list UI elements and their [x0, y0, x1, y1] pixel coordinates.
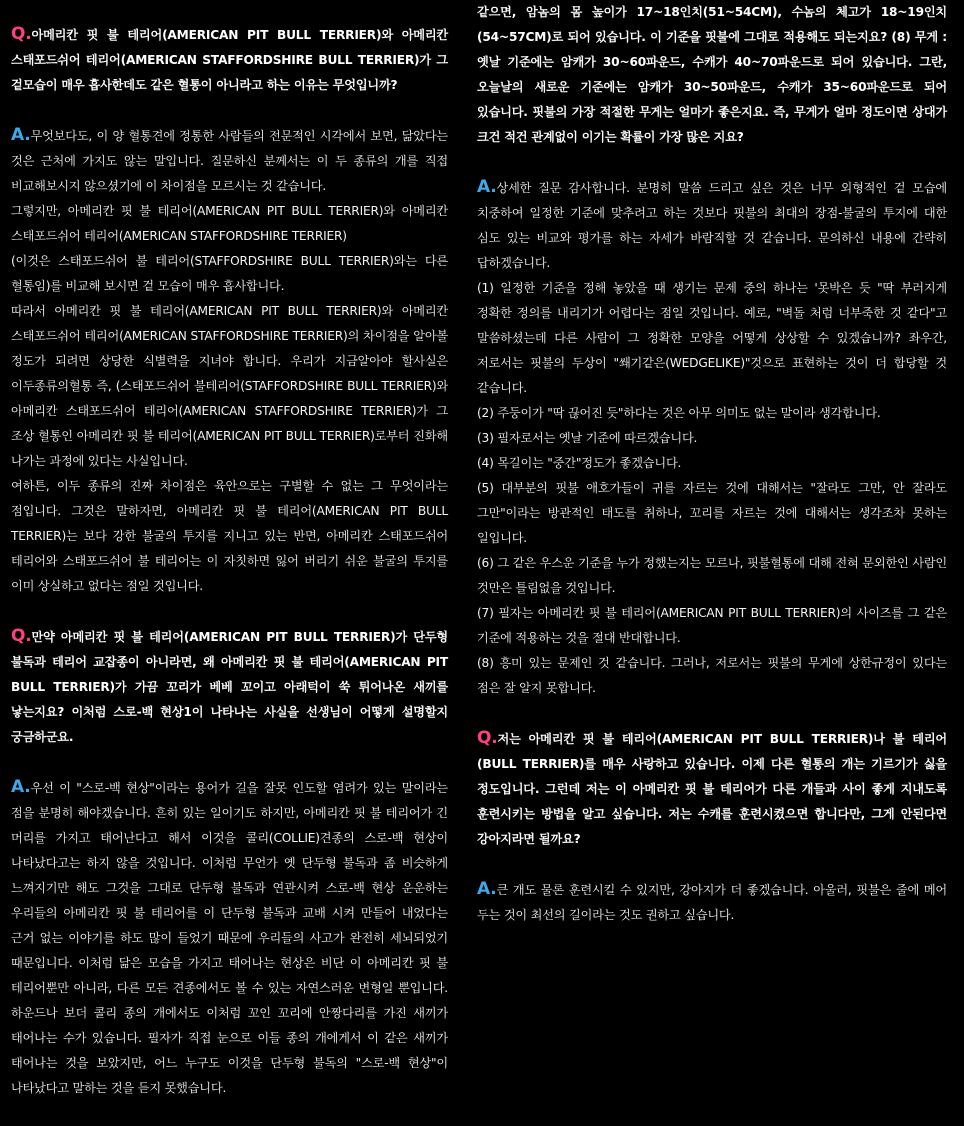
question-paragraph [11, 22, 448, 98]
answer-text: 우선 이 "스로-백 현상"이라는 용어가 길을 잘못 인도할 염려가 있는 말이라는 점을 분명히 해야겠습니다. 흔히 있는 일이기도 하지만, 아메리칸 핏 불 테리어가 긴 머리를 가지고 태어난다고 해서 이것을 콜리(COLLIE)견종의 스로-백 현상이 나타났다고는 하지 않을 것입니다. 이처럼 무언가 옛 단두형 불독과 좀 비슷하게 느껴지기만 해도 그것을 그대로 단두형 불독과 연관시켜 스로-백 현상 운운하는 우리들의 아메리칸 핏 불 테리어를 이 단두형 불독과 교배 시켜 만들어 내었다는 근거 없는 이야기를 하도 많이 들었기 때문에 우리들의 사고가 완전히 세뇌되었기 때문입니다. 이처럼 닮은 모습을 가지고 태어나는 현상은 비단 이 아메리칸 핏 불 테리어뿐만 아니라, 다른 모든 견종에서도 볼 수 있는 자연스러운 변형일 뿐입니다. 하운드나 보더 콜리 종의 개에서도 이처럼 꼬인 꼬리에 안짱다리를 가진 새끼가 태어나는 수가 있습니다. 필자가 직접 눈으로 이들 종의 개에게서 이 같은 새끼가 태어나는 것을 보았지만, 어느 누구도 이것을 단두형 불독의 "스로-백 현상"이 나타났다고 말하는 것을 듣지 못했습니다. [11, 781, 448, 1095]
question-text: 아메리칸 핏 불 테리어(AMERICAN PIT BULL TERRIER)와 아메리칸 스태포드쉬어 테리어(AMERICAN STAFFORDSHIRE BULL TERRIER)가 그 겉모습이 매우 흡사한데도 같은 혈통이 아니라고 하는 이유는 무엇입니까? [11, 28, 448, 92]
answer-paragraph [477, 175, 947, 276]
question-text: 만약 아메리칸 핏 불 테리어(AMERICAN PIT BULL TERRIER)가 단두형 불독과 테리어 교잡종이 아니라면, 왜 아메리칸 핏 불 테리어(AMERICAN PIT BULL TERRIER)가 가끔 꼬리가 베베 꼬이고 아래턱이 쑥 튀어나온 새끼를 낳는지요? 이처럼 스로-백 현상1이 나타나는 사실을 선생님이 어떻게 설명할지 궁금하군요. [11, 630, 448, 744]
answer-paragraph [477, 877, 947, 928]
answer-paragraph: (이것은 스태포드쉬어 불 테리어(STAFFORDSHIRE BULL TERRIER)와는 다른 혈통임)를 비교해 보시면 겉 모습이 매우 흡사합니다. [11, 254, 448, 293]
answer-item: (1) 일정한 기준을 정해 놓았을 때 생기는 문제 중의 하나는 '못박은 듯 "딱 부러지게 정확한 정의를 내리기가 어렵다는 점일 것입니다. 예로, "벽돌 처럼 너부죽한 것 같다"고 말씀하셨는데 다른 사람이 그 정확한 모양을 어떻게 상상할 수 있겠습니까? 좌우간, 저로서는 핏불의 두상이 "쐐기같은(WEDGELIKE)"것으로 표현하는 것이 더 합당할 것 같습니다. [477, 281, 947, 395]
left-column [11, 0, 448, 1126]
answer-text: 무엇보다도, 이 양 혈통견에 정통한 사람들의 전문적인 시각에서 보면, 닮았다는 것은 근처에 가지도 않는 말입니다. 질문하신 분께서는 이 두 종류의 개를 직접 비교해보시지 않으셨기에 이 차이점을 모르시는 것 같습니다. [11, 129, 448, 193]
answer-marker: A. [11, 777, 31, 797]
question-block [11, 22, 448, 98]
answer-block [477, 877, 947, 928]
question-paragraph [11, 624, 448, 750]
answer-item: (4) 목길이는 "중간"정도가 좋겠습니다. [477, 456, 682, 470]
question-marker: Q. [11, 626, 32, 646]
answer-marker: A. [477, 879, 497, 899]
answer-item: (5) 대부분의 핏불 애호가들이 귀를 자르는 것에 대해서는 "잘라도 그만, 안 잘라도 그만"이라는 방관적인 태도를 취하나, 꼬리를 자르는 것에 대해서는 생각조차 못하는 일입니다. [477, 481, 947, 545]
answer-text: 상세한 질문 감사합니다. 분명히 말씀 드리고 싶은 것은 너무 외형적인 겉 모습에 치중하여 일정한 기준에 맞추려고 하는 것보다 핏불의 최대의 장점-불굴의 투지에 대한 심도 있는 비교와 평가를 하는 자세가 바람직할 것 같습니다. 문의하신 내용에 간략히 답하겠습니다. [477, 181, 947, 270]
answer-paragraph: 그렇지만, 아메리칸 핏 불 테리어(AMERICAN PIT BULL TERRIER)와 아메리칸 스태포드쉬어 테리어(AMERICAN STAFFORDSHIRE TERRIER) [11, 204, 448, 243]
question-marker: Q. [11, 24, 32, 44]
answer-paragraph [11, 123, 448, 199]
answer-paragraph: 따라서 아메리칸 핏 불 테리어(AMERICAN PIT BULL TERRIER)와 아메리칸 스태포드쉬어 테리어(AMERICAN STAFFORDSHIRE TERRIER)의 차이점을 알아볼 정도가 되려면 상당한 식별력을 지녀야 합니다. 우리가 지금알아야 할사실은 이두종류의혈통 즉, (스태포드쉬어 불테리어(STAFFORDSHIRE BULL TERRIER)와 아메리칸 스태포드쉬어 테리어(AMERICAN STAFFORDSHIRE TERRIER)가 그 조상 혈통인 아메리칸 핏 불 테리어(AMERICAN PIT BULL TERRIER)로부터 진화해 나가는 과정에 있다는 사실입니다. [11, 304, 448, 468]
answer-block [477, 175, 947, 701]
answer-paragraph [11, 775, 448, 1101]
answer-marker: A. [11, 125, 31, 145]
question-continuation-block [477, 0, 947, 150]
question-paragraph [477, 726, 947, 852]
question-text: 저는 아메리칸 핏 불 테리어(AMERICAN PIT BULL TERRIER)나 불 테리어(BULL TERRIER)를 매우 사랑하고 있습니다. 이제 다른 혈통의 개는 기르기가 싫을 정도입니다. 그런데 저는 이 아메리칸 핏 불 테리어가 다른 개들과 사이 좋게 지내도록 훈련시키는 방법을 알고 싶습니다. 저는 수캐를 훈련시켰으면 합니다만, 그게 안된다면 강아지라면 될까요? [477, 732, 947, 846]
question-block [477, 726, 947, 852]
question-block [11, 624, 448, 750]
question-marker: Q. [477, 728, 498, 748]
answer-item: (2) 주둥이가 "딱 끊어진 듯"하다는 것은 아무 의미도 없는 말이라 생각합니다. [477, 406, 881, 420]
answer-block [11, 775, 448, 1101]
answer-block [11, 123, 448, 599]
answer-item: (3) 필자로서는 옛날 기준에 따르겠습니다. [477, 431, 698, 445]
answer-paragraph: 여하튼, 이두 종류의 진짜 차이점은 육안으로는 구별할 수 없는 그 무엇이라는 점입니다. 그것은 말하자면, 아메리칸 핏 불 테리어(AMERICAN PIT BULL TERRIER)는 보다 강한 불굴의 투지를 지니고 있는 반면, 아메리칸 스태포드쉬어 테리어와 스태포드쉬어 불 테리어는 이 자칫하면 잃어 버리기 쉬운 불굴의 투지를 이미 상실하고 없다는 점일 것입니다. [11, 479, 448, 593]
answer-item: (8) 흥미 있는 문제인 것 같습니다. 그러나, 저로서는 핏불의 무게에 상한규정이 있다는 점은 잘 알지 못합니다. [477, 656, 947, 695]
question-paragraph: 같으면, 암놈의 몸 높이가 17~18인치(51~54CM), 수놈의 체고가 18~19인치(54~57CM)로 되어 있습니다. 이 기준을 핏불에 그대로 적용해도 되는지요? (8) 무게 : 옛날 기준에는 암캐가 30~60파운드, 수캐가 40~70파운드로 되어 있습니다. 그란, 오늘날의 새로운 기준에는 암캐가 30~50파운드, 수캐가 35~60파운드로 되어 있습니다. 핏불의 가장 적절한 무게는 얼마가 좋은지요. 즉, 무게가 얼마 정도이면 상대가 크건 적건 관계없이 이기는 확률이 가장 많은 지요? [477, 5, 947, 144]
answer-marker: A. [477, 177, 497, 197]
answer-item: (6) 그 같은 우스운 기준을 누가 정했는지는 모르나, 핏불혈통에 대해 전혀 문외한인 사람인 것만은 틀림없을 것입니다. [477, 556, 947, 595]
right-column [477, 0, 947, 953]
answer-text: 큰 개도 물론 훈련시킬 수 있지만, 강아지가 더 좋겠습니다. 아울러, 핏불은 줄에 메어 두는 것이 최선의 길이라는 것도 권하고 싶습니다. [477, 883, 947, 922]
answer-item: (7) 필자는 아메리칸 핏 불 테리어(AMERICAN PIT BULL TERRIER)의 사이즈를 그 같은 기준에 적용하는 것을 절대 반대합니다. [477, 606, 947, 645]
